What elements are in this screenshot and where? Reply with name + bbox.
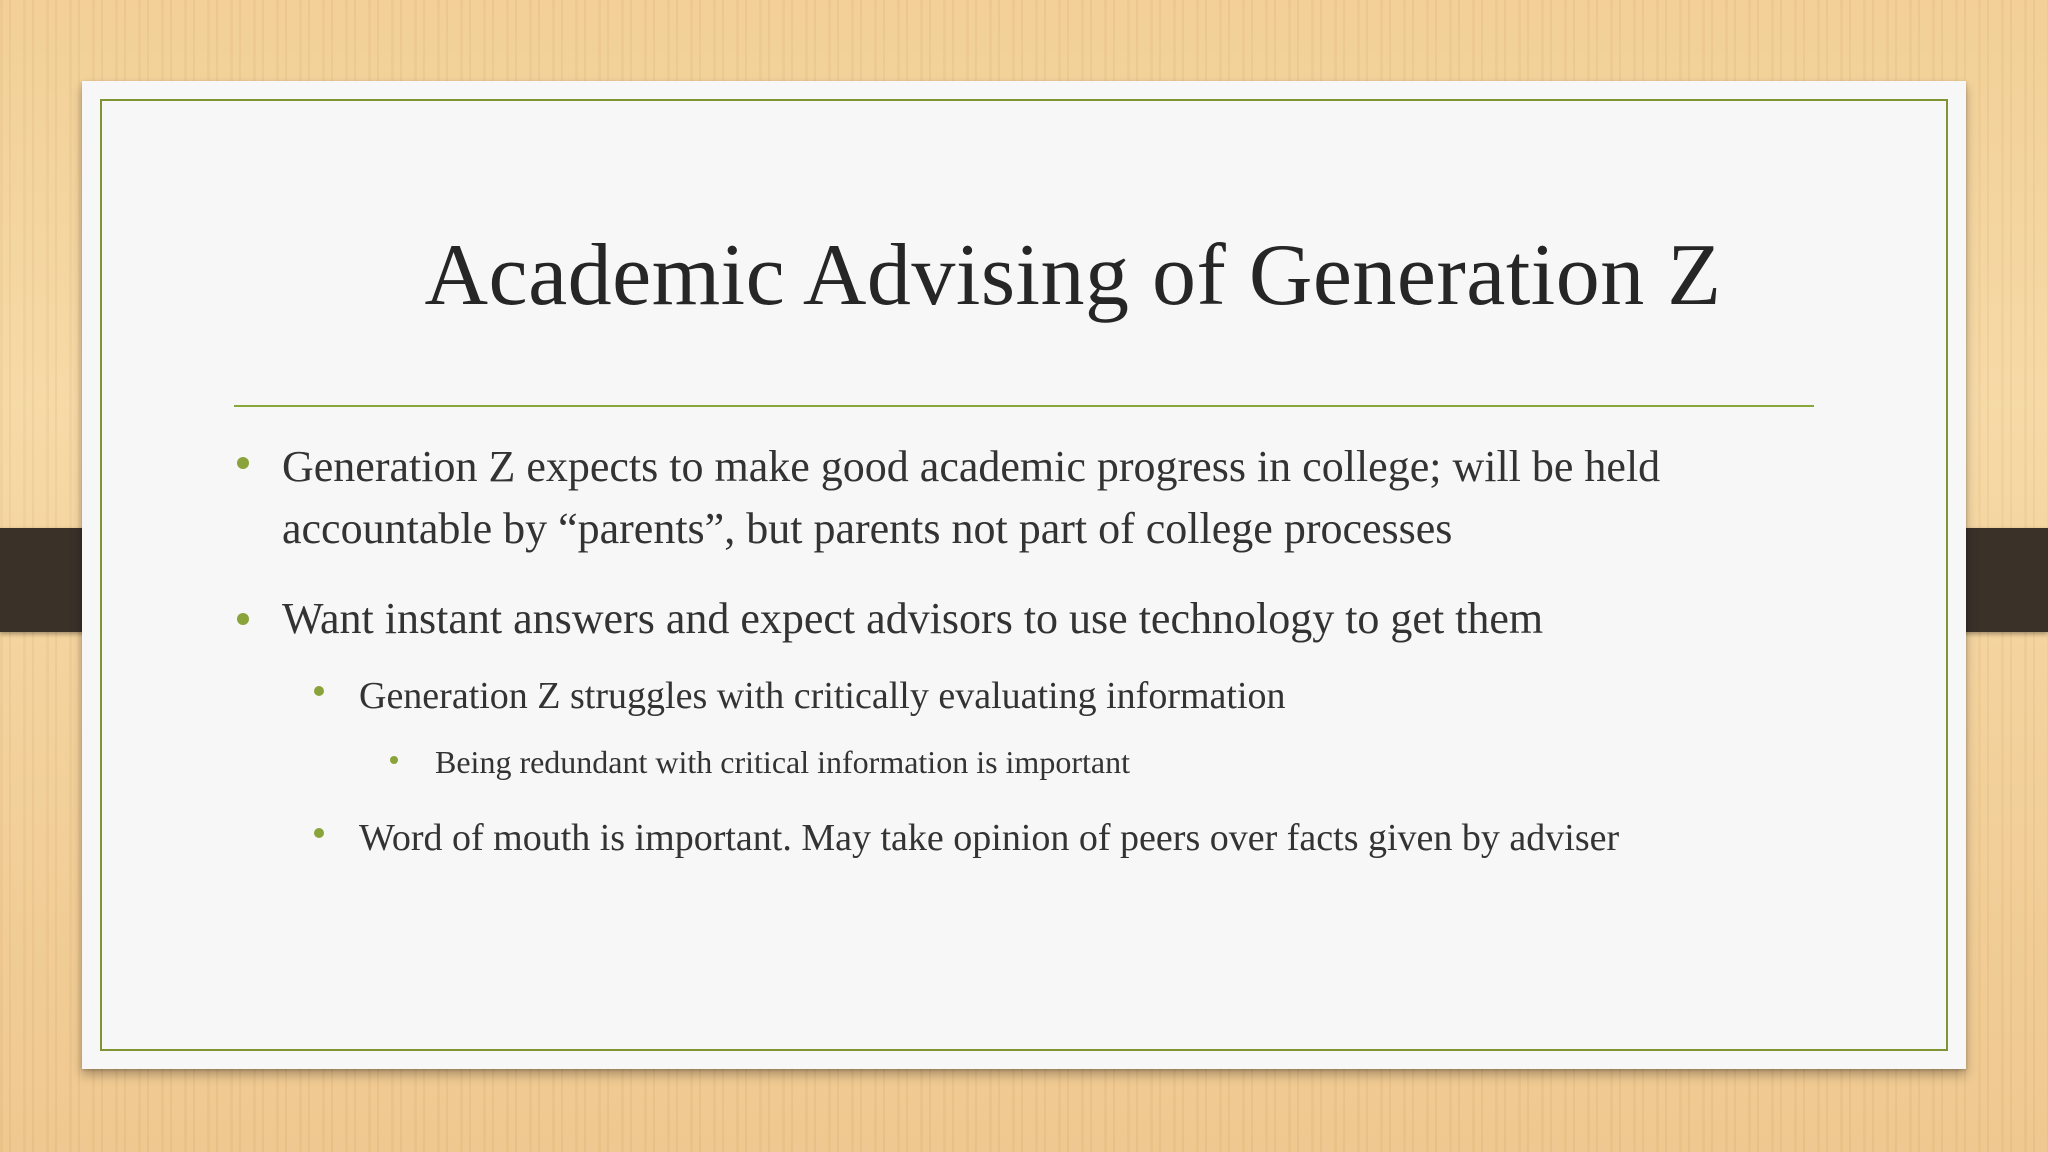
bullet-dot-icon	[237, 613, 249, 625]
bullet-dot-icon	[390, 756, 398, 764]
bullet-item-level-2: Generation Z struggles with critically evaluating information	[359, 675, 1286, 717]
bullet-item-level-2: Word of mouth is important. May take opinion of peers over facts given by adviser	[359, 817, 1620, 859]
bullet-dot-icon	[237, 457, 249, 469]
bullet-list	[82, 81, 1966, 1069]
bullet-dot-icon	[314, 686, 324, 696]
bullet-item-level-3: Being redundant with critical information is important	[435, 744, 1130, 780]
bullet-item-level-1: Generation Z expects to make good academic progress in college; will be held accountable by “parents”, but parents not part of college processes	[282, 442, 1661, 553]
bullet-dot-icon	[314, 828, 324, 838]
bullet-item-level-1: Want instant answers and expect advisors to use technology to get them	[282, 594, 1544, 643]
slide-title: Academic Advising of Generation Z	[424, 227, 1722, 324]
slide	[82, 81, 1966, 1069]
